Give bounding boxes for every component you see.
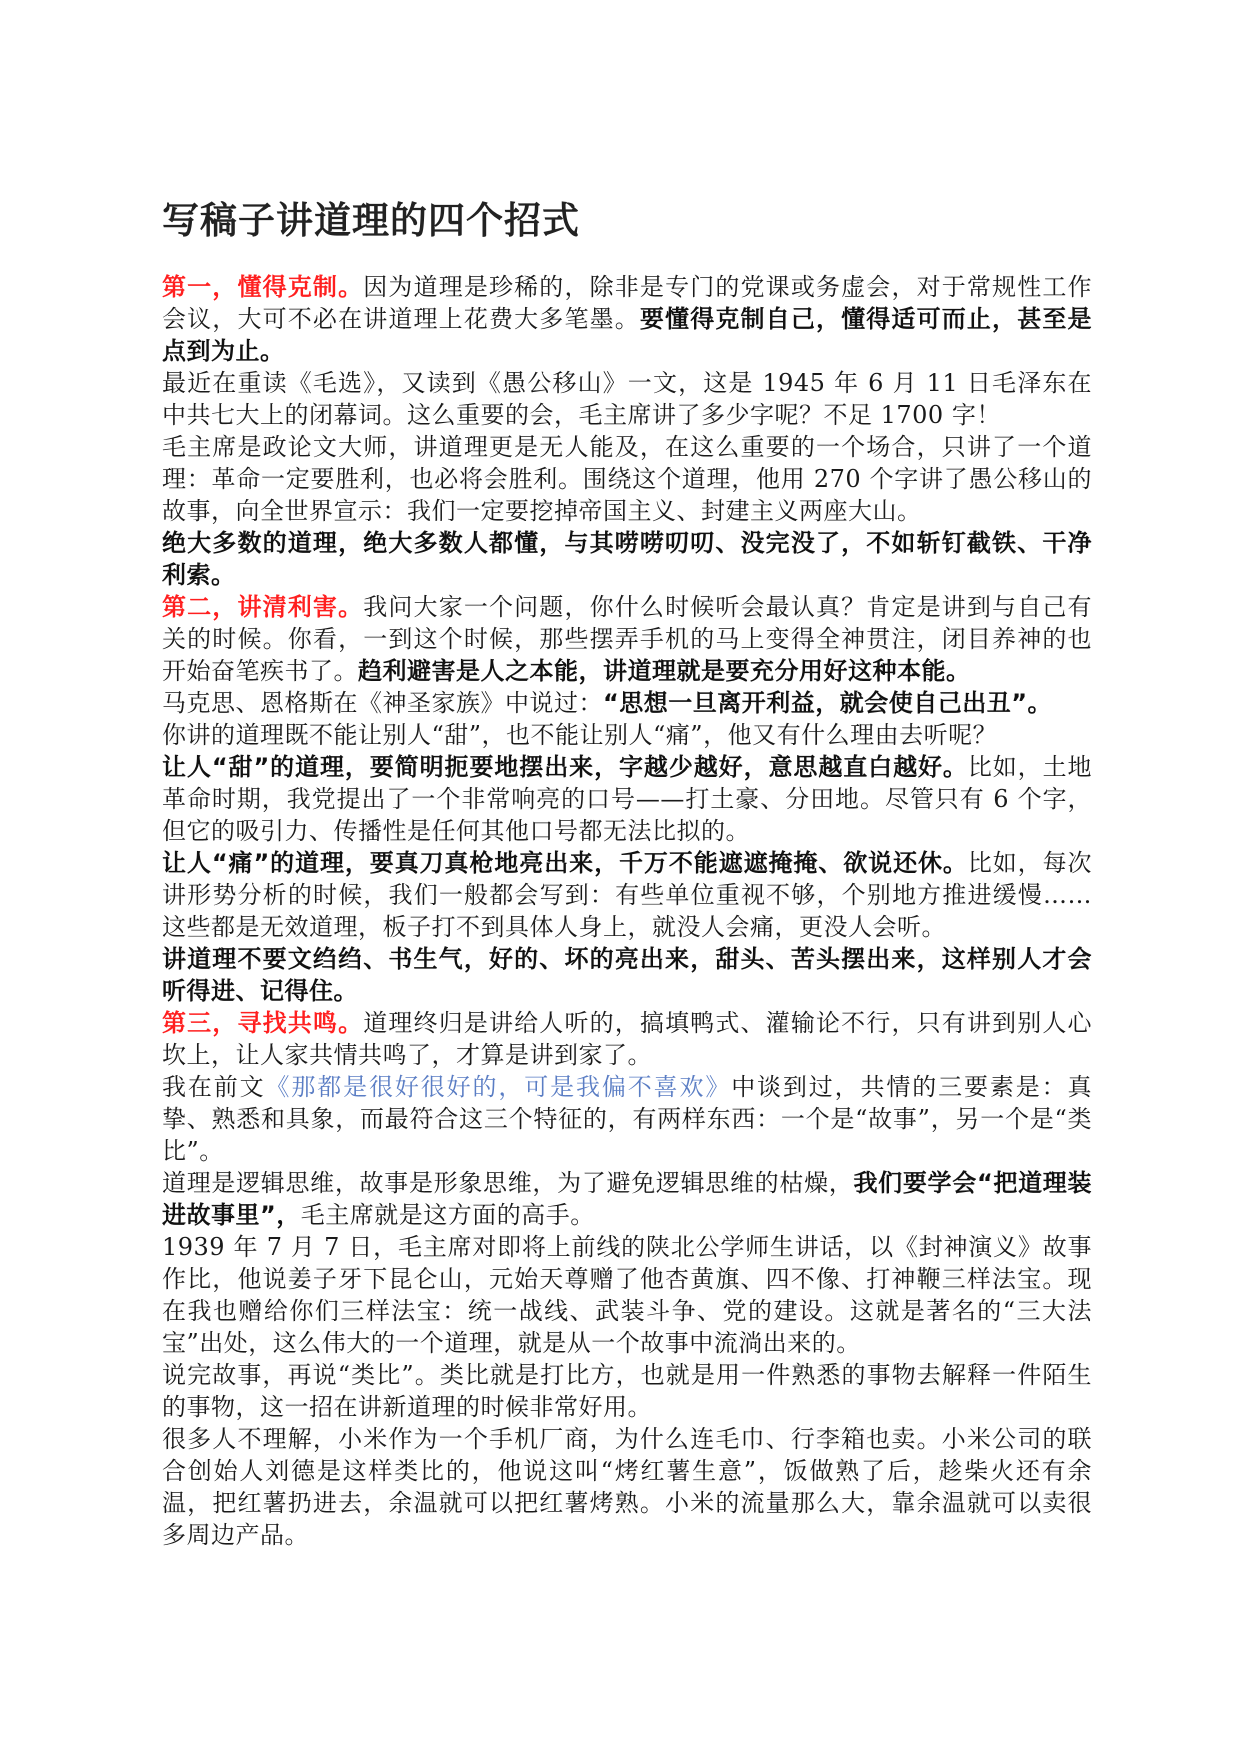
paragraph-text: 1939 年 7 月 7 日，毛主席对即将上前线的陕北公学师生讲话，以《封神演义》故事作比，他说姜子牙下昆仑山，元始天尊赠了他杏黄旗、四不像、打神鞭三样法宝。现在我也赠给你们三样法宝：统一战线、武装斗争、党的建设。这就是著名的“三大法宝”出处，这么伟大的一个道理，就是从一个故事中流淌出来的。 (162, 1233, 1092, 1357)
paragraph-bold: 要懂得克制自己，懂得适可而止，甚至是点到为止。 (162, 305, 1093, 365)
paragraph (162, 431, 1092, 527)
paragraph (162, 1423, 1092, 1551)
paragraph-text: 我问大家一个问题，你什么时候听会最认真？肯定是讲到与自己有关的时候。你看，一到这个时候，那些摆弄手机的马上变得全神贯注，闭目养神的也开始奋笔疾书了。 (162, 593, 1093, 685)
section-heading-3: 第三，寻找共鸣。 (162, 1009, 364, 1037)
paragraph-text: 很多人不理解，小米作为一个手机厂商，为什么连毛巾、行李箱也卖。小米公司的联合创始人刘德是这样类比的，他说这叫“烤红薯生意”，饭做熟了后，趁柴火还有余温，把红薯扔进去，余温就可以把红薯烤熟。小米的流量那么大，靠余温就可以卖很多周边产品。 (162, 1425, 1092, 1549)
paragraph (162, 367, 1092, 431)
paragraph-bold: 让人“甜”的道理，要简明扼要地摆出来，字越少越好，意思越直白越好。 (162, 753, 968, 781)
section-paragraph-1 (162, 271, 1092, 367)
paragraph-text: 比如，每次讲形势分析的时候，我们一般都会写到：有些单位重视不够，个别地方推进缓慢……这些都是无效道理，板子打不到具体人身上，就没人会痛，更没人会听。 (162, 849, 1092, 941)
section-paragraph-2 (162, 591, 1092, 687)
section-paragraph-3 (162, 1007, 1092, 1071)
paragraph (162, 1167, 1092, 1231)
paragraph-bold: 让人“痛”的道理，要真刀真枪地亮出来，千万不能遮遮掩掩、欲说还休。 (162, 849, 968, 877)
paragraph-bold: “思想一旦离开利益，就会使自己出丑”。 (603, 689, 1053, 717)
paragraph-bold: 我们要学会“把道理装进故事里”， (162, 1169, 1092, 1229)
paragraph-text: 毛主席是政论文大师，讲道理更是无人能及，在这么重要的一个场合，只讲了一个道理：革命一定要胜利，也必将会胜利。围绕这个道理，他用 270 个字讲了愚公移山的故事，向全世界宣示：我们一定要挖掉帝国主义、封建主义两座大山。 (162, 433, 1092, 525)
paragraph-text: 我在前文 (162, 1073, 266, 1101)
paragraph-text: 你讲的道理既不能让别人“甜”，也不能让别人“痛”，他又有什么理由去听呢？ (162, 721, 998, 749)
paragraph-text: 最近在重读《毛选》，又读到《愚公移山》一文，这是 1945 年 6 月 11 日毛泽东在中共七大上的闭幕词。这么重要的会，毛主席讲了多少字呢？不足 1700 字！ (162, 369, 1092, 429)
paragraph-text: 中谈到过，共情的三要素是：真挚、熟悉和具象，而最符合这三个特征的，有两样东西：一个是“故事”，另一个是“类比”。 (162, 1073, 1093, 1165)
page-title: 写稿子讲道理的四个招式 (162, 199, 580, 242)
document-page (162, 196, 1092, 1551)
paragraph (162, 527, 1092, 591)
paragraph (162, 751, 1092, 847)
paragraph (162, 687, 1092, 719)
paragraph (162, 1231, 1092, 1359)
article-link[interactable]: 《那都是很好很好的，可是我偏不喜欢》 (265, 1073, 732, 1101)
paragraph-bold: 讲道理不要文绉绉、书生气，好的、坏的亮出来，甜头、苦头摆出来，这样别人才会听得进、记得住。 (162, 945, 1092, 1005)
paragraph-text: 因为道理是珍稀的，除非是专门的党课或务虚会，对于常规性工作会议，大可不必在讲道理上花费大多笔墨。 (162, 273, 1093, 333)
paragraph-bold: 趋利避害是人之本能，讲道理就是要充分用好这种本能。 (358, 657, 971, 685)
paragraph (162, 943, 1092, 1007)
paragraph-text: 道理是逻辑思维，故事是形象思维，为了避免逻辑思维的枯燥， (162, 1169, 854, 1197)
section-heading-1: 第一，懂得克制。 (162, 273, 364, 301)
section-heading-2: 第二，讲清利害。 (162, 593, 364, 621)
paragraph-text: 道理终归是讲给人听的，搞填鸭式、灌输论不行，只有讲到别人心坎上，让人家共情共鸣了，才算是讲到家了。 (162, 1009, 1093, 1069)
paragraph-text: 比如，土地革命时期，我党提出了一个非常响亮的口号——打土豪、分田地。尽管只有 6 个字，但它的吸引力、传播性是任何其他口号都无法比拟的。 (162, 753, 1092, 845)
paragraph-text: 说完故事，再说“类比”。类比就是打比方，也就是用一件熟悉的事物去解释一件陌生的事物，这一招在讲新道理的时候非常好用。 (162, 1361, 1092, 1421)
paragraph (162, 719, 1092, 751)
paragraph (162, 1071, 1092, 1167)
paragraph (162, 847, 1092, 943)
paragraph-text: 马克思、恩格斯在《神圣家族》中说过： (162, 689, 603, 717)
paragraph-bold: 绝大多数的道理，绝大多数人都懂，与其唠唠叨叨、没完没了，不如斩钉截铁、干净利索。 (162, 529, 1092, 589)
paragraph-text: 毛主席就是这方面的高手。 (300, 1201, 595, 1229)
paragraph (162, 1359, 1092, 1423)
